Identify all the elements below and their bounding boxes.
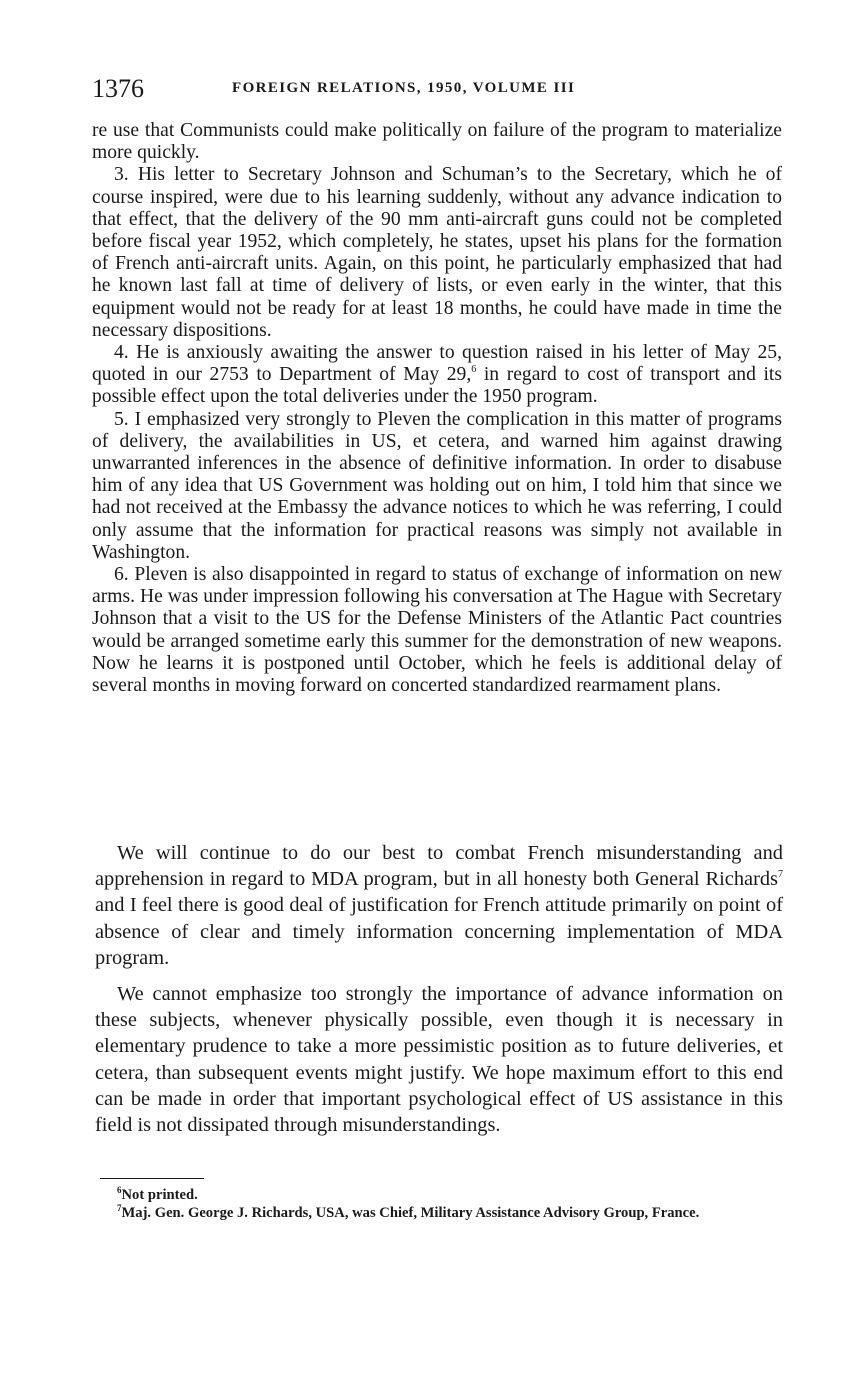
paragraph-5: 5. I emphasized very strongly to Pleven the complication in this matter of programs of delivery, the availabilities in US, et cetera, and warned him against drawing unwarranted inferences in the absence of definitive information. In order to disabuse him of any idea that US Government was holding out on him, I told him that since we had not received at the Embassy the advance notices to which he was referring, I could only assume that the information for practical reasons was simply not available in Washington. xyxy=(92,408,782,563)
closing-paragraph-2: We cannot emphasize too strongly the importance of advance information on these subjects, whenever physically possible, even though it is necessary in elementary prudence to take a more pessimistic position as to future deliveries, et cetera, than subsequent events might justify. We hope maximum effort to this end can be made in order that important psychological effect of US assistance in this field is not dissipated through misunderstandings. xyxy=(95,983,783,1137)
footnote-divider xyxy=(100,1178,204,1179)
footnotes xyxy=(95,1186,783,1222)
footnote-6-mark: 6 xyxy=(117,1185,122,1195)
footnote-7 xyxy=(95,1204,783,1222)
closing-text xyxy=(95,840,783,1148)
paragraph-6: 6. Pleven is also disappointed in regard to status of exchange of information on new arms. He was under impression following his conversation at The Hague with Secretary Johnson that a visit to the US for the Defense Ministers of the Atlantic Pact countries would be arranged sometime early this summer for the demonstration of new weapons. Now he learns it is postponed until October, which he feels is additional delay of several months in moving forward on concerted standardized rearmament plans. xyxy=(92,564,782,697)
continuation-paragraph: re use that Communists could make politically on failure of the program to materialize more quickly. xyxy=(92,120,782,164)
running-title: FOREIGN RELATIONS, 1950, VOLUME III xyxy=(232,80,576,96)
paragraph-3: 3. His letter to Secretary Johnson and Schuman’s to the Secretary, which he of course inspired, were due to his learning suddenly, without any advance indication to that effect, that the delivery of the 90 mm anti-aircraft guns could not be completed before fiscal year 1952, which completely, he states, upset his plans for the formation of French anti-aircraft units. Again, on this point, he particularly emphasized that had he known last fall at time of delivery of lists, or even early in the winter, that this equipment would not be ready for at least 18 months, he could have made in time the necessary dispositions. xyxy=(92,164,782,341)
paragraph-4-text-a: 4. He is anxiously awaiting the answer to question raised in his letter of May 25, quoted in our 2753 to Department of May 29, xyxy=(92,342,782,386)
closing-paragraph-1-text-a: We will continue to do our best to combat French misunderstanding and apprehension in regard to MDA program, but in all honesty both General Richards xyxy=(95,842,783,891)
footnote-7-text: Maj. Gen. George J. Richards, USA, was Chief, Military Assistance Advisory Group, France. xyxy=(121,1205,700,1221)
footnote-7-mark: 7 xyxy=(117,1203,122,1213)
closing-paragraph-1-text-b: and I feel there is good deal of justification for French attitude primarily on point of absence of clear and timely information concerning implementation of MDA program. xyxy=(95,894,783,969)
footnote-ref-7: 7 xyxy=(778,869,783,881)
closing-paragraph-1 xyxy=(95,840,783,971)
paragraph-4-text-b: in regard to cost of transport and its possible effect upon the total deliveries under the 1950 program. xyxy=(92,364,782,408)
paragraph-4 xyxy=(92,342,782,409)
footnote-ref-6: 6 xyxy=(471,364,477,376)
page-number: 1376 xyxy=(92,74,144,103)
footnote-6 xyxy=(95,1186,783,1204)
page-header xyxy=(92,70,782,106)
telegram-text xyxy=(92,120,782,697)
footnote-6-text: Not printed. xyxy=(121,1187,198,1203)
